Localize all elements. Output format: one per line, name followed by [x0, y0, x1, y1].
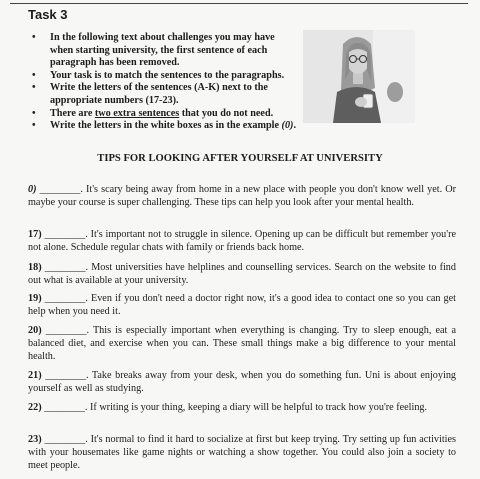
paragraph-text: . Take breaks away from your desk, when you do something fun. Uni is about enjoying yourself as well as studying.: [28, 370, 457, 394]
paragraph-number: 21): [28, 370, 42, 381]
instruction-emphasis: two extra sentences: [94, 107, 180, 119]
instruction-text: In the following text about challenges you may have when starting university, the first sentence of each paragraph has been removed.: [50, 32, 275, 69]
top-divider: [10, 3, 468, 4]
paragraph-17: [28, 228, 456, 254]
instruction-example: (0): [281, 120, 294, 132]
answer-blank[interactable]: ________: [44, 262, 86, 273]
instruction-item: [28, 108, 300, 121]
student-illustration: [303, 30, 415, 123]
paragraph-19: [28, 292, 456, 318]
paragraph-0: [28, 183, 456, 209]
paragraph-23: [28, 433, 456, 472]
instruction-item: [28, 120, 300, 133]
paragraph-number: 17): [28, 229, 42, 240]
answer-blank[interactable]: ________: [44, 229, 86, 240]
paragraph-21: [28, 369, 456, 395]
instruction-text: that you do not need.: [179, 107, 274, 119]
instruction-item: [28, 32, 300, 70]
paragraph-text: . It's scary being away from home in a new place with people you don't know well yet. Or maybe your course is super challenging. These tips can help you look after your mental health.: [28, 184, 457, 208]
answer-blank[interactable]: ________: [44, 402, 85, 413]
instruction-item: [28, 70, 300, 83]
answer-blank[interactable]: ________: [39, 184, 81, 195]
paragraph-text: . It's important not to struggle in silence. Opening up can be difficult but remember you're not alone. Schedule regular chats with family or friends back home.: [28, 229, 456, 253]
paragraph-number: 22): [28, 402, 42, 413]
instruction-text: Write the letters of the sentences (A-K) next to the appropriate numbers (17-23).: [50, 82, 268, 106]
paragraph-20: [28, 324, 456, 363]
answer-blank[interactable]: ________: [45, 325, 87, 336]
answer-blank[interactable]: ________: [45, 370, 86, 381]
paragraph-number: 23): [28, 434, 42, 445]
paragraph-text: . Most universities have helplines and counselling services. Search on the website to find out what is available at your university.: [28, 262, 456, 286]
instruction-item: [28, 82, 300, 107]
paragraph-text: . If writing is your thing, keeping a diary will be helpful to track how you're feeling.: [84, 402, 428, 413]
student-photo: [303, 30, 415, 123]
instruction-text: Your task is to match the sentences to the paragraphs.: [50, 69, 285, 81]
paragraph-number: 18): [28, 262, 42, 273]
instruction-text: .: [293, 120, 296, 132]
paragraph-number: 0): [28, 184, 37, 195]
task-title: Task 3: [28, 7, 68, 22]
paragraph-text: . It's normal to find it hard to socialize at first but keep trying. Try setting up fun activities with your housemates like game nights or watching a show together. You could also join a society to meet people.: [28, 434, 457, 471]
instruction-text: Write the letters in the white boxes as in the example: [50, 120, 282, 132]
answer-blank[interactable]: ________: [44, 434, 86, 445]
paragraph-text: . Even if you don't need a doctor right now, it's a good idea to contact one so you can get help when you need it.: [28, 293, 456, 317]
paragraph-18: [28, 261, 456, 287]
answer-blank[interactable]: ________: [44, 293, 86, 304]
paragraph-number: 20): [28, 325, 42, 336]
instructions-list: [28, 32, 300, 133]
paragraph-text: . This is especially important when everything is changing. Try to sleep enough, eat a balanced diet, and exercise when you can. These small things make a big difference to your mental health.: [28, 325, 456, 362]
article-title: TIPS FOR LOOKING AFTER YOURSELF AT UNIVERSITY: [97, 153, 383, 164]
instruction-text: There are: [50, 107, 95, 119]
paragraph-number: 19): [28, 293, 42, 304]
paragraph-22: [28, 401, 456, 414]
